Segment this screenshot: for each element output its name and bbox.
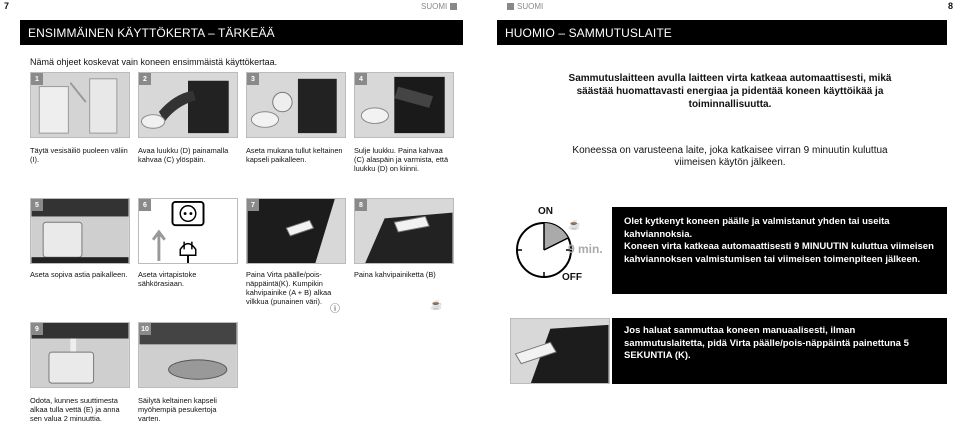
- left-language-label: SUOMI: [421, 2, 448, 11]
- right-language-label: SUOMI: [517, 2, 544, 11]
- coffee-button-illustration: [355, 199, 453, 263]
- step-number: 4: [355, 73, 367, 85]
- capsule-storage-illustration: [139, 323, 237, 387]
- right-page-number: 8: [948, 1, 954, 11]
- auto-off-intro: Sammutuslaitteen avulla laitteen virta katkeaa automaattisesti, mikä säästää huomattavasti energiaa ja pidentää koneen käyttöikää ja toiminnallisuutta.: [568, 73, 892, 110]
- step-6-photo: [138, 198, 238, 264]
- step-3-caption: Aseta mukana tullut keltainen kapseli paikalleen.: [246, 146, 343, 164]
- auto-off-panel: [612, 207, 947, 294]
- press-power-button-illustration: [511, 319, 609, 383]
- power-plug-icon: [139, 199, 237, 263]
- left-banner-title: ENSIMMÄINEN KÄYTTÖKERTA – TÄRKEÄÄ: [28, 25, 275, 40]
- language-square-icon: [507, 3, 514, 10]
- water-tank-illustration: [31, 73, 129, 137]
- step-number: 1: [31, 73, 43, 85]
- step-number: 8: [355, 199, 367, 211]
- left-page-number: 7: [4, 1, 10, 11]
- clock-on-label: ON: [538, 206, 553, 217]
- left-banner: [20, 20, 463, 45]
- panel2-text: Jos haluat sammuttaa koneen manuaalisesti, ilman sammutuslaitetta, pidä Virta päälle/pois-näppäintä painettuna 5 SEKUNTIA (K).: [624, 325, 909, 361]
- step-5-photo: [30, 198, 130, 264]
- step-number: 10: [139, 323, 151, 335]
- step-2-photo: [138, 72, 238, 138]
- step-1-photo: [30, 72, 130, 138]
- step-5-caption: Aseta sopiva astia paikalleen.: [30, 270, 128, 279]
- auto-off-clock: [510, 202, 610, 290]
- clock-off-label: OFF: [562, 272, 582, 283]
- step-9-photo: [30, 322, 130, 388]
- step-number: 9: [31, 323, 43, 335]
- clock-time-label: 9 min.: [568, 242, 603, 256]
- step-4-photo: [354, 72, 454, 138]
- language-square-icon: [450, 3, 457, 10]
- step-4-caption: Sulje luukku. Paina kahvaa (C) alaspäin ja varmista, että luukku (D) on kiinni.: [354, 146, 449, 173]
- step-6-caption: Aseta virtapistoke sähkörasiaan.: [138, 270, 197, 288]
- right-banner-title: HUOMIO – SAMMUTUSLAITE: [505, 25, 672, 40]
- step-number: 2: [139, 73, 151, 85]
- manual-off-panel: [612, 318, 947, 384]
- step-number: 7: [247, 199, 259, 211]
- insert-capsule-illustration: [247, 73, 345, 137]
- manual-off-photo: [510, 318, 610, 384]
- step-8-caption: Paina kahvipainiketta (B): [354, 270, 436, 279]
- auto-off-info: Koneessa on varusteena laite, joka katkaisee virran 9 minuutin kuluttua viimeisen käytön jälkeen.: [572, 145, 888, 168]
- step-7-caption: Paina Virta päälle/pois-näppäintä(K). Kumpikin kahvipainike (A + B) alkaa vilkkua (punainen väri).: [246, 270, 332, 306]
- intro-text: Nämä ohjeet koskevat vain koneen ensimmäistä käyttökertaa.: [30, 57, 278, 67]
- panel1-line2: Koneen virta katkeaa automaattisesti 9 MINUUTIN kuluttua viimeisen kahviannoksen valmistumisen tai viimeisen toimenpiteen jälkeen.: [624, 241, 934, 265]
- open-hatch-illustration: [139, 73, 237, 137]
- step-7-photo: [246, 198, 346, 264]
- water-flow-illustration: [31, 323, 129, 387]
- left-language-marker: [421, 2, 457, 11]
- panel1-line1: Olet kytkenyt koneen päälle ja valmistanut yhden tai useita kahviannoksia.: [624, 216, 890, 240]
- coffee-cup-icon: ☕: [430, 300, 443, 311]
- close-hatch-illustration: [355, 73, 453, 137]
- right-banner: [497, 20, 947, 45]
- power-button-illustration: [247, 199, 345, 263]
- step-number: 3: [247, 73, 259, 85]
- right-language-marker: [507, 2, 543, 11]
- step-10-photo: [138, 322, 238, 388]
- step-10-caption: Säilytä keltainen kapseli myöhempiä pesukertoja varten.: [138, 396, 217, 423]
- info-icon: ⓘ: [330, 304, 340, 315]
- step-8-photo: [354, 198, 454, 264]
- step-number: 6: [139, 199, 151, 211]
- step-1-caption: Täytä vesisäiliö puoleen väliin (I).: [30, 146, 128, 164]
- step-9-caption: Odota, kunnes suuttimesta alkaa tulla vettä (E) ja anna sen valua 2 minuuttia.: [30, 396, 120, 423]
- step-number: 5: [31, 199, 43, 211]
- cup-illustration: [31, 199, 129, 263]
- step-2-caption: Avaa luukku (D) painamalla kahvaa (C) ylöspäin.: [138, 146, 229, 164]
- coffee-cup-icon: ☕: [568, 220, 581, 231]
- step-3-photo: [246, 72, 346, 138]
